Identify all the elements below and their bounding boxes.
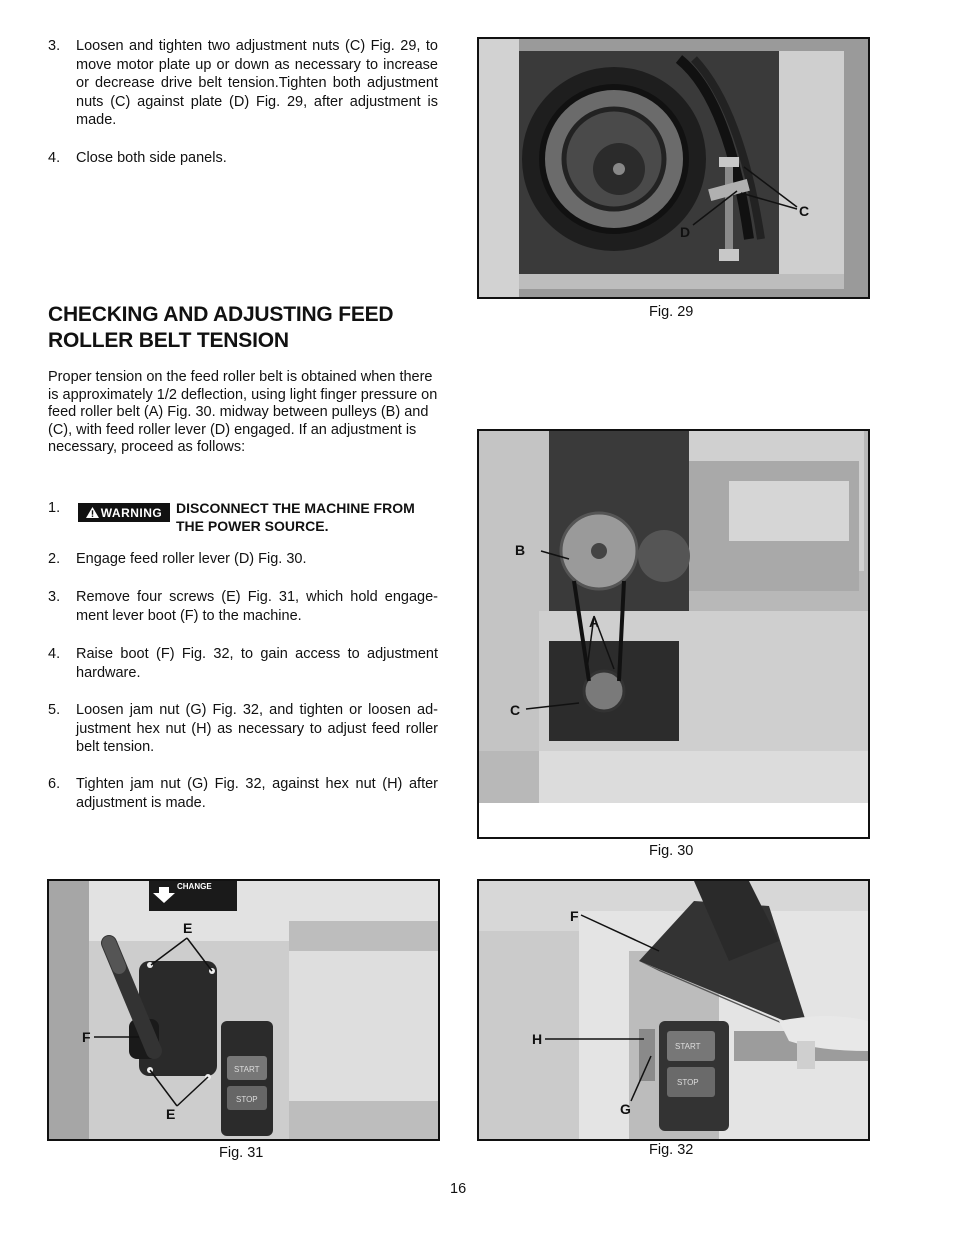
step-text: Tighten jam nut (G) Fig. 32, against hex nut (H) after adjustment is made. xyxy=(76,776,438,811)
fig29-label-d: D xyxy=(680,224,691,240)
step-number: 6. xyxy=(48,776,61,792)
step-number: 4. xyxy=(48,646,61,662)
page-number: 16 xyxy=(450,1181,467,1197)
fig31-label-e-top: E xyxy=(183,920,193,936)
step-text: Engage feed roller lever (D) Fig. 30. xyxy=(76,551,307,567)
step-text: Raise boot (F) Fig. 32, to gain access to adjustment hardware. xyxy=(76,646,438,681)
step-3-remove-screws xyxy=(48,588,438,625)
step-4-raise-boot xyxy=(48,645,438,682)
warning-step-number: 1. xyxy=(48,500,61,516)
step-number: 3. xyxy=(48,38,61,54)
step-6-tighten-jam-nut xyxy=(48,775,438,812)
figure-32-caption: Fig. 32 xyxy=(649,1142,694,1158)
step-number: 4. xyxy=(48,150,61,166)
fig31-start-text: START xyxy=(234,1065,260,1074)
figure-29-caption: Fig. 29 xyxy=(649,304,694,320)
fig32-label-h: H xyxy=(532,1031,543,1047)
fig32-start-text: START xyxy=(675,1042,701,1051)
fig29-label-c: C xyxy=(799,203,810,219)
step-3-drive-belt xyxy=(48,37,438,130)
step-2-engage-lever xyxy=(48,550,438,569)
step-number: 3. xyxy=(48,589,61,605)
fig31-sign-text: CHANGE xyxy=(177,882,212,891)
fig31-label-e-bottom: E xyxy=(166,1106,176,1122)
warning-badge xyxy=(78,503,170,522)
step-text: Close both side panels. xyxy=(76,150,227,166)
section-intro: Proper tension on the feed roller belt is obtained when there is approximately 1/2 deflection, using light finger pressure on feed roller belt (A) Fig. 30. midway between pulleys (B) and (C), with feed roller lever (D) engaged. If an adjustment is necessary, proceed as follows: xyxy=(48,369,438,455)
section-title: CHECKING AND ADJUSTING FEED ROLLER BELT TENSION xyxy=(48,303,394,352)
fig32-label-g: G xyxy=(620,1101,631,1117)
step-4-close-panels xyxy=(48,149,438,168)
fig30-label-c: C xyxy=(510,702,521,718)
fig32-label-f: F xyxy=(570,908,579,924)
figure-29-photo xyxy=(477,37,870,299)
figure-31-photo xyxy=(47,879,440,1141)
step-text: Remove four screws (E) Fig. 31, which hold engage-ment lever boot (F) to the machine. xyxy=(76,589,438,624)
warning-text: DISCONNECT THE MACHINE FROM THE POWER SOURCE. xyxy=(176,500,415,534)
fig30-label-b: B xyxy=(515,542,526,558)
figure-31-caption: Fig. 31 xyxy=(219,1145,264,1161)
figure-30-caption: Fig. 30 xyxy=(649,843,694,859)
fig31-stop-text: STOP xyxy=(236,1095,258,1104)
warning-triangle-icon xyxy=(86,507,99,518)
fig31-label-f: F xyxy=(82,1029,91,1045)
warning-badge-label: WARNING xyxy=(100,505,163,520)
step-number: 2. xyxy=(48,551,61,567)
fig32-stop-text: STOP xyxy=(677,1078,699,1087)
step-number: 5. xyxy=(48,702,61,718)
figure-30-photo xyxy=(477,429,870,839)
step-text: Loosen jam nut (G) Fig. 32, and tighten or loosen ad-justment hex nut (H) as necessary to adjust feed roller belt tension. xyxy=(76,702,438,755)
fig30-label-a: A xyxy=(589,614,600,630)
step-text: Loosen and tighten two adjustment nuts (C) Fig. 29, to move motor plate up or down as necessary to increase or decrease drive belt tension.Tighten both adjustment nuts (C) against plate (D) Fig. 29, after adjustment is made. xyxy=(76,38,438,128)
figure-32-photo xyxy=(477,879,870,1141)
step-5-loosen-jam-nut xyxy=(48,701,438,757)
